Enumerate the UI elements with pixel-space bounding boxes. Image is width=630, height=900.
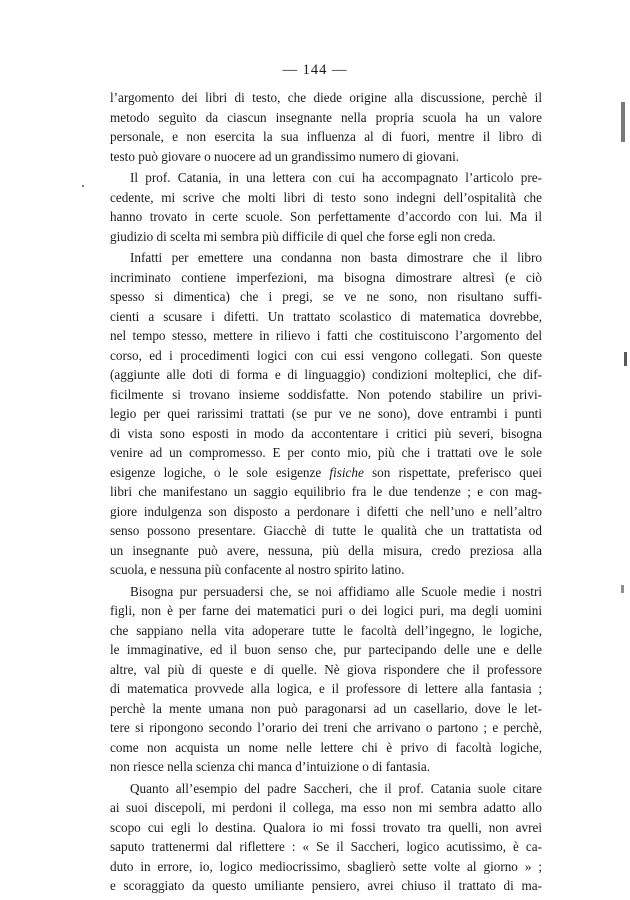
scan-margin-mark <box>621 585 624 593</box>
text-line: corso, ed i procedimenti logici con cui essi vengono collegati. Son queste <box>110 347 542 363</box>
text-line: come non acquista un nome nelle lettere chi è privo di facoltà logiche, <box>110 739 542 755</box>
text-line: hanno trovato in certe scuole. Son perfettamente d’accordo con lui. Ma il <box>110 209 542 224</box>
text-line: non riesce nella scienza chi manca d’intuizione o di fantasia. <box>110 759 431 774</box>
text-line: perchè la mente umana non può paragonarsi ad un casellario, dove le let- <box>110 700 542 716</box>
text-line: che sappiano nella vita adoperare tutte le facoltà dell’ingegno, le logiche, <box>110 622 542 638</box>
text-line: ficilmente si trovano insieme soddisfatte. Non potendo stabilire un privi- <box>110 386 542 402</box>
text-line: saputo trattenermi dal riflettere : « Se il Saccheri, logico acutissimo, è ca- <box>110 839 542 854</box>
text-line: esigenze logiche, o le sole esigenze fisiche son rispettate, preferisco quei <box>110 464 542 480</box>
text-line: Il prof. Catania, in una lettera con cui ha accompagnato l’articolo pre- <box>130 170 542 185</box>
text-line: senso possono presentare. Giacchè di tutte le qualità che un trattatista od <box>110 523 542 538</box>
scan-speck <box>82 185 84 187</box>
text-column <box>110 88 542 896</box>
text-line: Infatti per emettere una condanna non basta dimostrare che il libro <box>130 250 542 265</box>
text-line: altre, val più di queste e di quelle. Nè giova rispondere che il professore <box>110 661 542 677</box>
text-line: legio per quei rarissimi trattati (se pur ve ne sono), dove entrambi i punti <box>110 406 542 421</box>
text-line: e scoraggiato da questo umiliante pensiero, avrei chiuso il trattato di ma- <box>110 878 542 893</box>
text-line: Quanto all’esempio del padre Saccheri, che il prof. Catania suole citare <box>130 780 542 796</box>
text-line: nel tempo stesso, mettere in rilievo i fatti che costituiscono l’argomento del <box>110 328 542 343</box>
text-line: cienti a scusare i difetti. Un trattato scolastico di matematica dovrebbe, <box>110 308 542 324</box>
text-line: giudizio di scelta mi sembra più difficile di quel che forse egli non creda. <box>110 228 496 244</box>
text-line: di vista sono esposti in modo da accontentare i critici più severi, bisogna <box>110 425 542 441</box>
text-line: testo può giovare o nuocere ad un grandissimo numero di giovani. <box>110 148 460 164</box>
paragraph <box>110 779 542 896</box>
text-line: venire ad un compromesso. E per conto mio, più che i trattati ove le sole <box>110 445 542 460</box>
text-line: tere si ripongono secondo l’orario dei treni che arrivano o partono ; e perchè, <box>110 720 542 735</box>
paragraph <box>110 248 542 580</box>
text-line: un insegnante può avere, nessuna, più della misura, credo preziosa alla <box>110 542 542 558</box>
text-line: l’argomento dei libri di testo, che diede origine alla discussione, perchè il <box>110 90 542 105</box>
text-line: cedente, mi scrive che molti libri di testo sono indegni dell’ospitalità che <box>110 189 542 205</box>
text-line: incriminato contiene imperfezioni, ma bisogna dimostrare altresì (e ciò <box>110 269 542 285</box>
text-line: spesso si dimentica) che i pregi, se ve ne sono, non risultano suffi- <box>110 289 542 304</box>
text-line: personale, e non esercita la sua influenza al di fuori, mentre il libro di <box>110 129 542 144</box>
text-line: ai suoi discepoli, mi perdoni il collega, ma esso non mi sembra adatto allo <box>110 800 542 815</box>
text-line: scopo cui egli lo destina. Qualora io mi fossi trovato tra quelli, non avrei <box>110 819 542 835</box>
text-line: di matematica provvede alla logica, e il professore di lettere alla fantasia ; <box>110 681 542 696</box>
text-line: libri che manifestano un saggio equilibrio fra le due tendenze ; e con mag- <box>110 484 542 499</box>
page-number: — 144 — <box>282 62 348 78</box>
text-line: metodo seguìto da ciascun insegnante nella propria scuola ha un valore <box>110 109 542 125</box>
text-line: scuola, e nessuna più confacente al nostro spirito latino. <box>110 562 405 577</box>
text-line: figli, non è per farne dei matematici puri o dei logici puri, ma degli uomini <box>110 603 542 618</box>
text-line: le immaginative, ed il buon senso che, pur partecipando delle une e delle <box>110 642 542 657</box>
paragraph <box>110 88 542 166</box>
text-line: duto in errore, io, logico mediocrissimo, sbaglierò sette volte al giorno » ; <box>110 858 542 874</box>
scan-margin-mark <box>621 102 625 142</box>
scan-margin-mark <box>624 352 627 366</box>
paragraph <box>110 582 542 777</box>
text-line: (aggiunte alle doti di forma e di linguaggio) condizioni molteplici, che dif- <box>110 367 542 382</box>
text-line: Bisogna pur persuadersi che, se noi affidiamo alle Scuole medie i nostri <box>130 583 542 599</box>
paragraph <box>110 168 542 246</box>
text-line: giore indulgenza son disposto a perdonare i difetti che nell’uno e nell’altro <box>110 503 542 519</box>
